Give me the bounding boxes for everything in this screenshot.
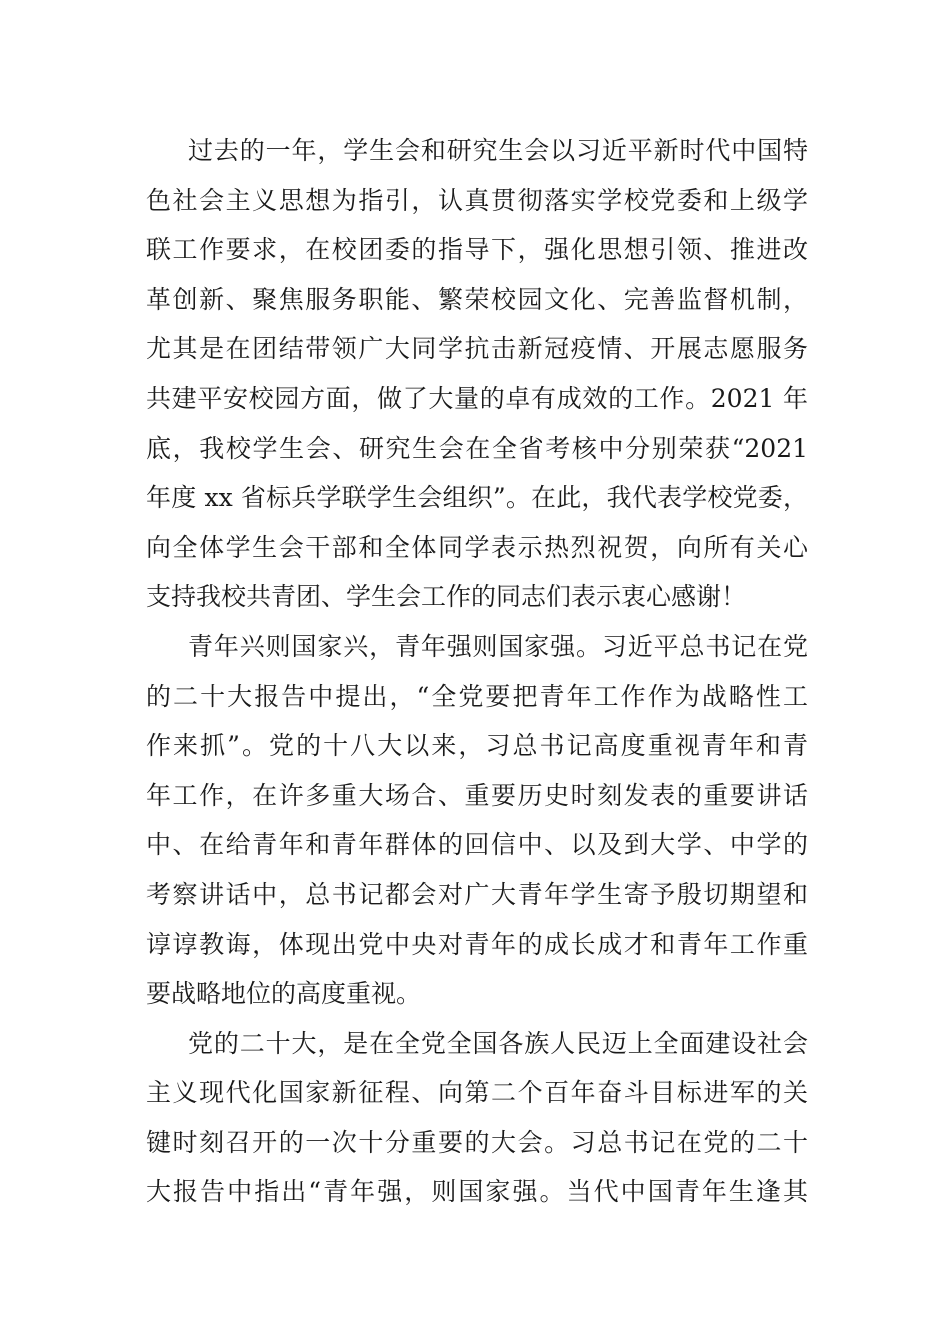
text-line: 大报告中指出“青年强，则国家强。当代中国青年生逢其 [146, 1177, 808, 1207]
text-line: 底，我校学生会、研究生会在全省考核中分别荣获“2021 [146, 433, 808, 463]
text-line: 中、在给青年和青年群体的回信中、以及到大学、中学的 [146, 830, 808, 860]
text-line: 青年兴则国家兴，青年强则国家强。习近平总书记在党 [188, 631, 808, 661]
document-body [146, 126, 808, 1217]
text-line: 支持我校共青团、学生会工作的同志们表示衷心感谢！ [146, 582, 747, 612]
text-line: 尤其是在团结带领广大同学抗击新冠疫情、开展志愿服务 [146, 334, 808, 364]
text-line: 革创新、聚焦服务职能、繁荣校园文化、完善监督机制， [146, 284, 808, 314]
paragraph-1 [146, 126, 808, 622]
text-line: 党的二十大，是在全党全国各族人民迈上全面建设社会 [188, 1028, 808, 1058]
text-line: 年工作，在许多重大场合、重要历史时刻发表的重要讲话 [146, 780, 808, 810]
paragraph-2 [146, 622, 808, 1019]
paragraph-3 [146, 1019, 808, 1217]
text-line: 键时刻召开的一次十分重要的大会。习总书记在党的二十 [146, 1127, 808, 1157]
text-line: 的二十大报告中提出，“全党要把青年工作作为战略性工 [146, 681, 808, 711]
text-line: 联工作要求，在校团委的指导下，强化思想引领、推进改 [146, 235, 808, 265]
text-line: 年度 xx 省标兵学联学生会组织”。在此，我代表学校党委， [146, 483, 808, 513]
text-line: 色社会主义思想为指引，认真贯彻落实学校党委和上级学 [146, 185, 808, 215]
text-line: 要战略地位的高度重视。 [146, 979, 422, 1009]
text-line: 谆谆教诲，体现出党中央对青年的成长成才和青年工作重 [146, 929, 808, 959]
text-line: 主义现代化国家新征程、向第二个百年奋斗目标进军的关 [146, 1078, 808, 1108]
text-line: 作来抓”。党的十八大以来，习总书记高度重视青年和青 [146, 731, 808, 761]
text-line: 向全体学生会干部和全体同学表示热烈祝贺，向所有关心 [146, 532, 808, 562]
text-line: 过去的一年，学生会和研究生会以习近平新时代中国特 [188, 136, 808, 165]
text-line: 共建平安校园方面，做了大量的卓有成效的工作。2021 年 [146, 383, 808, 413]
text-line: 考察讲话中，总书记都会对广大青年学生寄予殷切期望和 [146, 879, 808, 909]
